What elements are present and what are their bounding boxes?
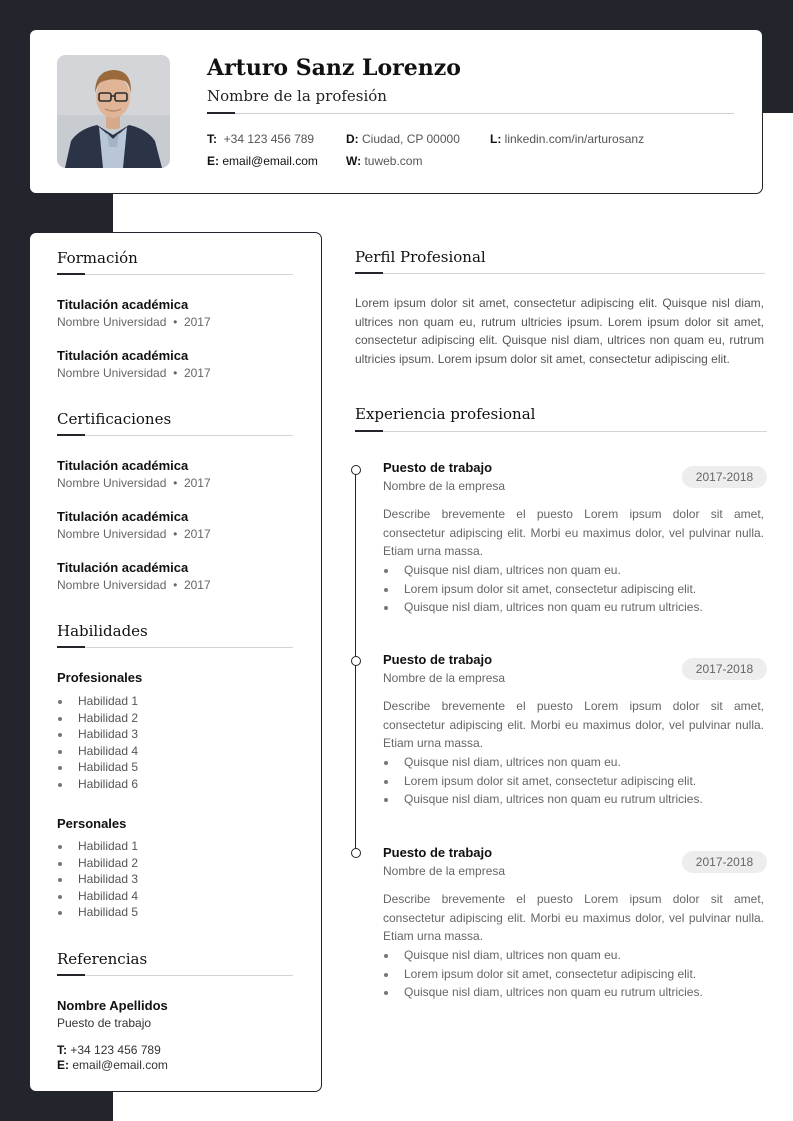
contact-address-label: D: bbox=[346, 132, 359, 146]
job-company: Nombre de la empresa bbox=[383, 479, 506, 493]
job-bullet: Lorem ipsum dolor sit amet, consectetur adipiscing elit. bbox=[383, 965, 703, 984]
contact-email-label: E: bbox=[207, 154, 219, 168]
reference-phone bbox=[57, 1043, 161, 1057]
personal-skills-title: Personales bbox=[57, 816, 127, 831]
reference-email bbox=[57, 1058, 168, 1072]
job-bullets bbox=[383, 561, 703, 617]
certification-item-subtitle bbox=[57, 476, 211, 490]
education-item-title: Titulación académica bbox=[57, 348, 189, 363]
header-divider bbox=[207, 113, 734, 114]
education-divider-accent bbox=[57, 273, 85, 275]
professional-skills-title: Profesionales bbox=[57, 670, 143, 685]
candidate-name: Arturo Sanz Lorenzo bbox=[207, 55, 461, 81]
contact-phone bbox=[207, 132, 314, 146]
contact-linkedin bbox=[490, 132, 644, 146]
job-title: Puesto de trabajo bbox=[383, 845, 493, 860]
certification-item-title: Titulación académica bbox=[57, 509, 189, 524]
certification-item-year: 2017 bbox=[183, 527, 211, 541]
certification-item-subtitle bbox=[57, 578, 211, 592]
skill-item: Habilidad 2 bbox=[57, 710, 138, 727]
job-date-badge: 2017-2018 bbox=[682, 466, 767, 488]
skill-item: Habilidad 5 bbox=[57, 759, 138, 776]
job-bullets bbox=[383, 753, 703, 809]
job-bullet: Quisque nisl diam, ultrices non quam eu. bbox=[383, 561, 703, 580]
profile-photo bbox=[57, 55, 170, 168]
education-item-year: 2017 bbox=[183, 315, 211, 329]
certification-item-year: 2017 bbox=[183, 578, 211, 592]
skill-item: Habilidad 4 bbox=[57, 743, 138, 760]
job-bullets bbox=[383, 946, 703, 1002]
skill-item: Habilidad 4 bbox=[57, 888, 138, 905]
contact-phone-value: +34 123 456 789 bbox=[223, 132, 315, 146]
references-divider bbox=[57, 975, 293, 976]
header-divider-accent bbox=[207, 112, 235, 114]
contact-address bbox=[346, 132, 460, 146]
job-description: Describe brevemente el puesto Lorem ipsum dolor sit amet, consectetur adipiscing elit. Morbi eu maximus dolor, vel pulvinar nulla. Etiam urna massa. bbox=[383, 699, 764, 751]
job-title: Puesto de trabajo bbox=[383, 460, 493, 475]
job-company: Nombre de la empresa bbox=[383, 671, 506, 685]
contact-linkedin-label: L: bbox=[490, 132, 502, 146]
certification-item-institution: Nombre Universidad bbox=[57, 527, 167, 541]
reference-email-label: E: bbox=[57, 1058, 69, 1072]
contact-website-label: W: bbox=[346, 154, 362, 168]
certification-item-separator: • bbox=[173, 476, 178, 490]
job-bullet: Lorem ipsum dolor sit amet, consectetur adipiscing elit. bbox=[383, 772, 703, 791]
header-card bbox=[29, 29, 763, 194]
skills-divider bbox=[57, 647, 293, 648]
education-item-institution: Nombre Universidad bbox=[57, 366, 167, 380]
certifications-divider-accent bbox=[57, 434, 85, 436]
certifications-section-title: Certificaciones bbox=[57, 410, 172, 428]
reference-phone-label: T: bbox=[57, 1043, 67, 1057]
sidebar-card bbox=[29, 232, 322, 1092]
profile-section-title: Perfil Profesional bbox=[355, 248, 486, 266]
contact-email-value[interactable]: email@email.com bbox=[222, 154, 318, 168]
skill-item: Habilidad 3 bbox=[57, 726, 138, 743]
education-divider bbox=[57, 274, 293, 275]
job-bullet: Quisque nisl diam, ultrices non quam eu rutrum ultricies. bbox=[383, 983, 703, 1002]
job-description: Describe brevemente el puesto Lorem ipsum dolor sit amet, consectetur adipiscing elit. Morbi eu maximus dolor, vel pulvinar nulla. Etiam urna massa. bbox=[383, 892, 764, 944]
experience-divider bbox=[355, 431, 767, 432]
certification-item-subtitle bbox=[57, 527, 211, 541]
contact-linkedin-value[interactable]: linkedin.com/in/arturosanz bbox=[504, 132, 645, 146]
education-item-title: Titulación académica bbox=[57, 297, 189, 312]
education-item-subtitle bbox=[57, 315, 211, 329]
skill-item: Habilidad 6 bbox=[57, 776, 138, 793]
experience-divider-accent bbox=[355, 430, 383, 432]
timeline-dot bbox=[351, 465, 361, 475]
job-bullet: Lorem ipsum dolor sit amet, consectetur adipiscing elit. bbox=[383, 580, 703, 599]
certification-item-title: Titulación académica bbox=[57, 458, 189, 473]
reference-email-value[interactable]: email@email.com bbox=[72, 1058, 168, 1072]
education-item-year: 2017 bbox=[183, 366, 211, 380]
certification-item-institution: Nombre Universidad bbox=[57, 578, 167, 592]
education-item-separator: • bbox=[173, 315, 178, 329]
skill-item: Habilidad 5 bbox=[57, 904, 138, 921]
education-item-subtitle bbox=[57, 366, 211, 380]
education-item-separator: • bbox=[173, 366, 178, 380]
references-divider-accent bbox=[57, 974, 85, 976]
profile-divider bbox=[355, 273, 765, 274]
timeline-dot bbox=[351, 848, 361, 858]
personal-skills-list bbox=[57, 838, 138, 921]
education-item-institution: Nombre Universidad bbox=[57, 315, 167, 329]
job-description: Describe brevemente el puesto Lorem ipsum dolor sit amet, consectetur adipiscing elit. Morbi eu maximus dolor, vel pulvinar nulla. Etiam urna massa. bbox=[383, 507, 764, 559]
certification-item-separator: • bbox=[173, 527, 178, 541]
skill-item: Habilidad 2 bbox=[57, 855, 138, 872]
reference-name: Nombre Apellidos bbox=[57, 998, 168, 1013]
job-bullet: Quisque nisl diam, ultrices non quam eu rutrum ultricies. bbox=[383, 790, 703, 809]
certification-item-institution: Nombre Universidad bbox=[57, 476, 167, 490]
skills-section-title: Habilidades bbox=[57, 622, 148, 640]
reference-job: Puesto de trabajo bbox=[57, 1016, 152, 1030]
contact-address-value: Ciudad, CP 00000 bbox=[362, 132, 460, 146]
certification-item-year: 2017 bbox=[183, 476, 211, 490]
contact-website bbox=[346, 154, 422, 168]
job-company: Nombre de la empresa bbox=[383, 864, 506, 878]
job-date-badge: 2017-2018 bbox=[682, 658, 767, 680]
job-bullet: Quisque nisl diam, ultrices non quam eu. bbox=[383, 753, 703, 772]
certification-item-separator: • bbox=[173, 578, 178, 592]
certification-item-title: Titulación académica bbox=[57, 560, 189, 575]
professional-skills-list bbox=[57, 693, 138, 793]
timeline-dot bbox=[351, 656, 361, 666]
skill-item: Habilidad 1 bbox=[57, 838, 138, 855]
reference-phone-value: +34 123 456 789 bbox=[70, 1043, 161, 1057]
skills-divider-accent bbox=[57, 646, 85, 648]
profile-text: Lorem ipsum dolor sit amet, consectetur adipiscing elit. Quisque nisl diam, ultrices non quam eu, rutrum ultricies ipsum. Lorem ipsum dolor sit amet, consectetur adipiscing elit. Quisque nisl diam, ultrices non quam eu, rutrum ultricies ipsum. Lorem ipsum dolor sit amet, consectetur adipiscing elit. bbox=[355, 296, 764, 367]
experience-section-title: Experiencia profesional bbox=[355, 405, 536, 423]
skill-item: Habilidad 1 bbox=[57, 693, 138, 710]
profile-photo-illustration bbox=[57, 55, 170, 168]
profile-divider-accent bbox=[355, 272, 383, 274]
job-date-badge: 2017-2018 bbox=[682, 851, 767, 873]
job-bullet: Quisque nisl diam, ultrices non quam eu rutrum ultricies. bbox=[383, 598, 703, 617]
job-title: Puesto de trabajo bbox=[383, 652, 493, 667]
references-section-title: Referencias bbox=[57, 950, 148, 968]
certifications-divider bbox=[57, 435, 293, 436]
education-section-title: Formación bbox=[57, 249, 138, 267]
contact-phone-label: T: bbox=[207, 132, 217, 146]
job-bullet: Quisque nisl diam, ultrices non quam eu. bbox=[383, 946, 703, 965]
candidate-profession: Nombre de la profesión bbox=[207, 87, 387, 105]
contact-email bbox=[207, 154, 318, 168]
skill-item: Habilidad 3 bbox=[57, 871, 138, 888]
contact-website-value[interactable]: tuweb.com bbox=[364, 154, 423, 168]
